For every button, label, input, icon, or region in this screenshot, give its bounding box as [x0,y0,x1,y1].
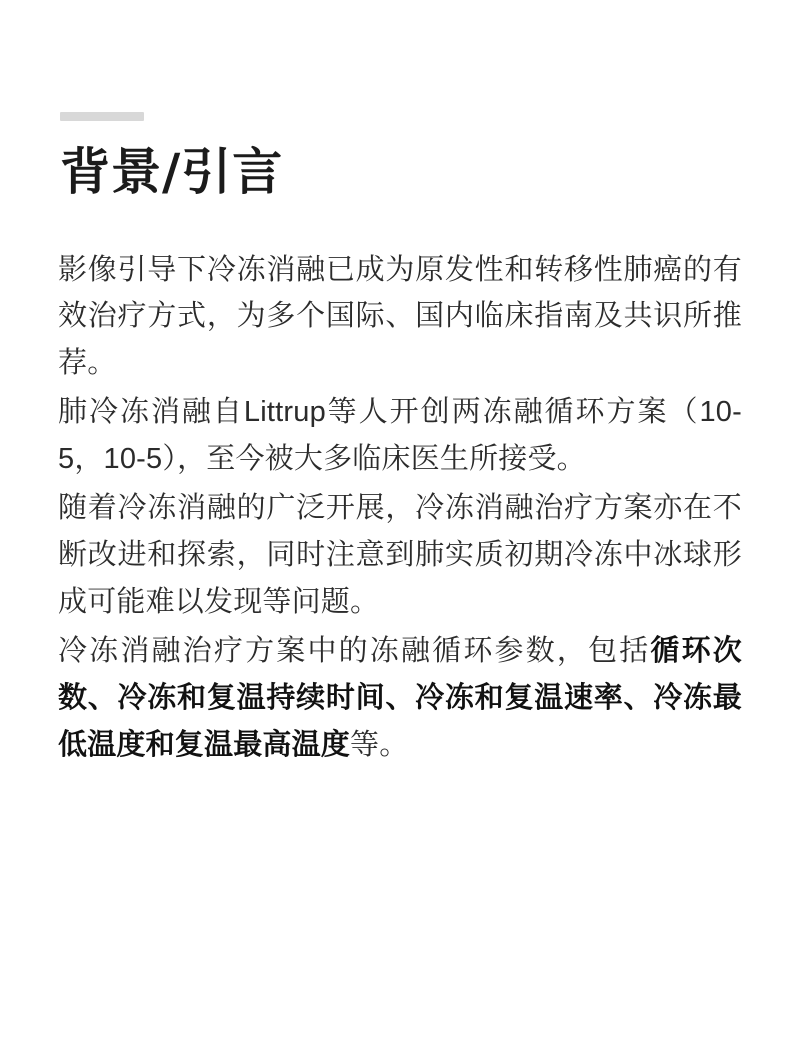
paragraph-4-text-tail: 等。 [350,729,409,762]
body-content [58,247,742,770]
paragraph-1-text: 影像引导下冷冻消融已成为原发性和转移性肺癌的有效治疗方式，为多个国际、国内临床指南及共识所推荐。 [58,253,742,380]
heading-accent-rule [60,112,144,121]
page-title: 背景/引言 [60,142,284,201]
paragraph-4-text-lead: 冷冻消融治疗方案中的冻融循环参数，包括 [58,635,651,668]
paragraph-2-text: 肺冷冻消融自Littrup等人开创两冻融循环方案（10-5，10-5），至今被大多临床医生所接受。 [58,396,742,476]
paragraph-3-text: 随着冷冻消融的广泛开展，冷冻消融治疗方案亦在不断改进和探索，同时注意到肺实质初期冷冻中冰球形成可能难以发现等问题。 [58,492,742,619]
paragraph-1 [58,247,742,388]
paragraph-4 [58,628,742,769]
paragraph-2 [58,389,742,483]
paragraph-4-text-emphasis: 循环次数、冷冻和复温持续时间、冷冻和复温速率、冷冻最低温度和复温最高温度 [58,635,742,762]
paragraph-3 [58,485,742,626]
